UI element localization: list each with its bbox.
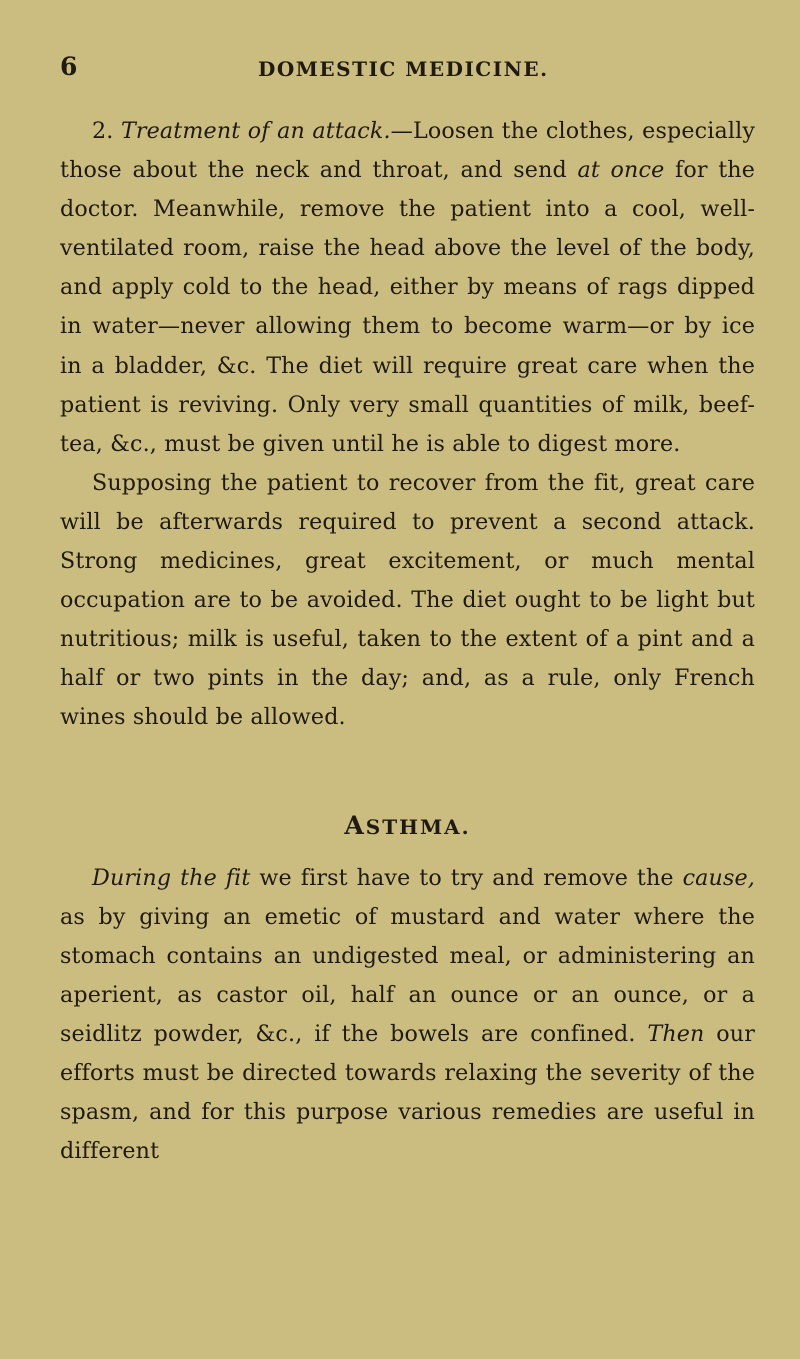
page-number: 6 — [60, 52, 78, 81]
treatment-text-b: for the doctor. Meanwhile, remove the patient into a cool, well-ventilated room, raise the head above the level of the body, and apply cold to the head, either by means of rags dipped in water—never allowing them to become warm—or by ice in a bladder, &c. The diet will require great care when the patient is reviving. Only very small quantities of milk, beef-tea, &c., must be given until he is able to digest more. — [60, 157, 755, 457]
italic-during-the-fit: During the fit — [92, 864, 251, 891]
recovery-text: Supposing the patient to recover from the fit, great care will be afterwards required to prevent a second attack. Strong medicines, great excitement, or much mental occupation are to be avoided. The diet ought to be light but nutritious; milk is useful, taken to the extent of a pint and a half or two pints in the day; and, as a rule, only French wines should be allowed. — [60, 469, 755, 731]
running-title: DOMESTIC MEDICINE. — [258, 57, 549, 81]
paragraph-number: 2. — [92, 118, 121, 144]
treatment-heading: Treatment of an attack. — [120, 118, 391, 144]
italic-then: Then — [647, 1020, 705, 1047]
heading-rest: STHMA. — [365, 814, 471, 839]
asthma-text-c: our efforts must be directed towards relaxing the severity of the spasm, and for this purpose various remedies are useful in different — [60, 1020, 755, 1165]
asthma-text-b: as by giving an emetic of mustard and water where the stomach contains an undigested meal, or administering an aperient, as castor oil, half an ounce or an ounce, or a seidlitz powder, &c., if the bowels are confined. — [60, 903, 755, 1047]
italic-at-once: at once — [577, 157, 665, 184]
heading-initial: A — [344, 810, 366, 840]
paragraph-treatment — [60, 112, 755, 464]
treatment-text-a: —Loosen the clothes, especially those about the neck and throat, and send — [60, 118, 756, 184]
running-head — [60, 52, 750, 88]
asthma-text-a: we first have to try and remove the — [250, 864, 683, 891]
italic-cause: cause, — [682, 864, 756, 891]
section-heading-asthma — [60, 807, 755, 846]
paragraph-asthma — [60, 859, 755, 1172]
body-text — [60, 112, 755, 1171]
paragraph-recovery — [60, 464, 755, 738]
